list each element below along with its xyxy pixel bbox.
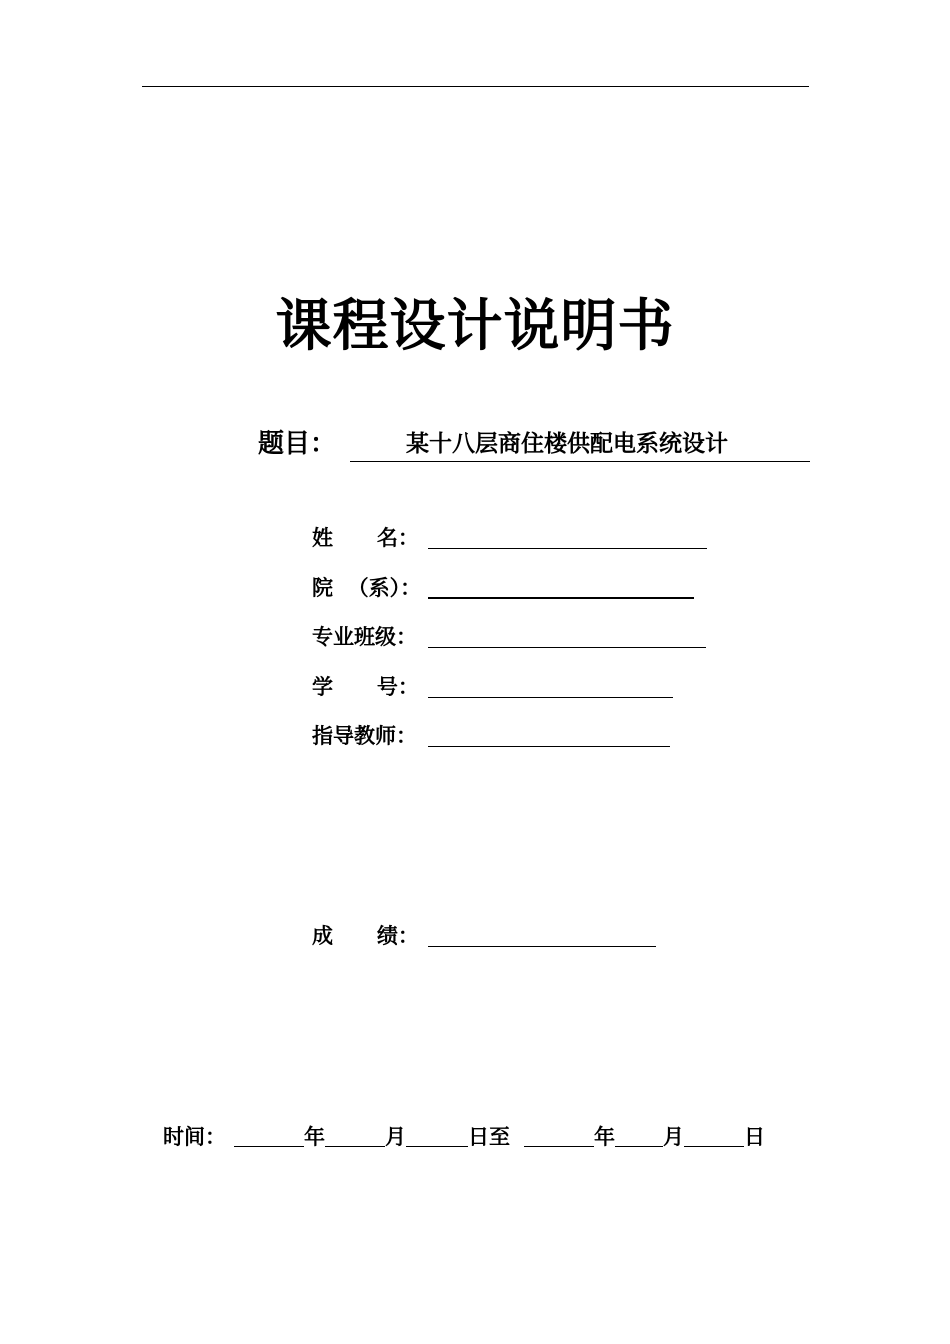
end-year-blank[interactable] (524, 1146, 594, 1147)
advisor-blank-line[interactable] (428, 746, 670, 747)
student-id-blank-line[interactable] (428, 697, 673, 698)
field-row-student-id (312, 671, 673, 701)
end-day-blank[interactable] (684, 1146, 744, 1147)
start-month-label: 月 (385, 1125, 406, 1149)
class-blank-line[interactable] (428, 647, 706, 648)
department-label: 院 （系）： (312, 576, 422, 600)
start-year-label: 年 (304, 1125, 325, 1149)
field-row-advisor (312, 720, 670, 750)
topic-label: 题目： (258, 429, 337, 459)
name-label: 姓 名： (312, 526, 419, 550)
start-year-blank[interactable] (234, 1146, 304, 1147)
start-day-blank[interactable] (406, 1146, 468, 1147)
class-label: 专业班级： (312, 625, 417, 649)
grade-label: 成 绩： (312, 924, 419, 948)
time-label: 时间： (163, 1125, 226, 1149)
topic-value: 某十八层商住楼供配电系统设计 (350, 427, 810, 462)
start-day-to-label: 日至 (468, 1125, 510, 1149)
end-day-label: 日 (744, 1125, 765, 1149)
field-row-department (312, 572, 694, 602)
field-row-grade (312, 920, 656, 950)
end-month-blank[interactable] (615, 1146, 663, 1147)
end-month-label: 月 (663, 1125, 684, 1149)
document-title: 课程设计说明书 (275, 294, 675, 359)
field-row-class (312, 621, 706, 651)
header-rule (142, 86, 809, 87)
department-blank-line[interactable] (428, 597, 694, 599)
field-row-name (312, 522, 707, 552)
start-month-blank[interactable] (325, 1146, 385, 1147)
student-id-label: 学 号： (312, 675, 419, 699)
name-blank-line[interactable] (428, 548, 707, 549)
advisor-label: 指导教师： (312, 724, 417, 748)
time-row (163, 1118, 765, 1152)
topic-row (258, 422, 810, 462)
end-year-label: 年 (594, 1125, 615, 1149)
grade-blank-line[interactable] (428, 946, 656, 947)
